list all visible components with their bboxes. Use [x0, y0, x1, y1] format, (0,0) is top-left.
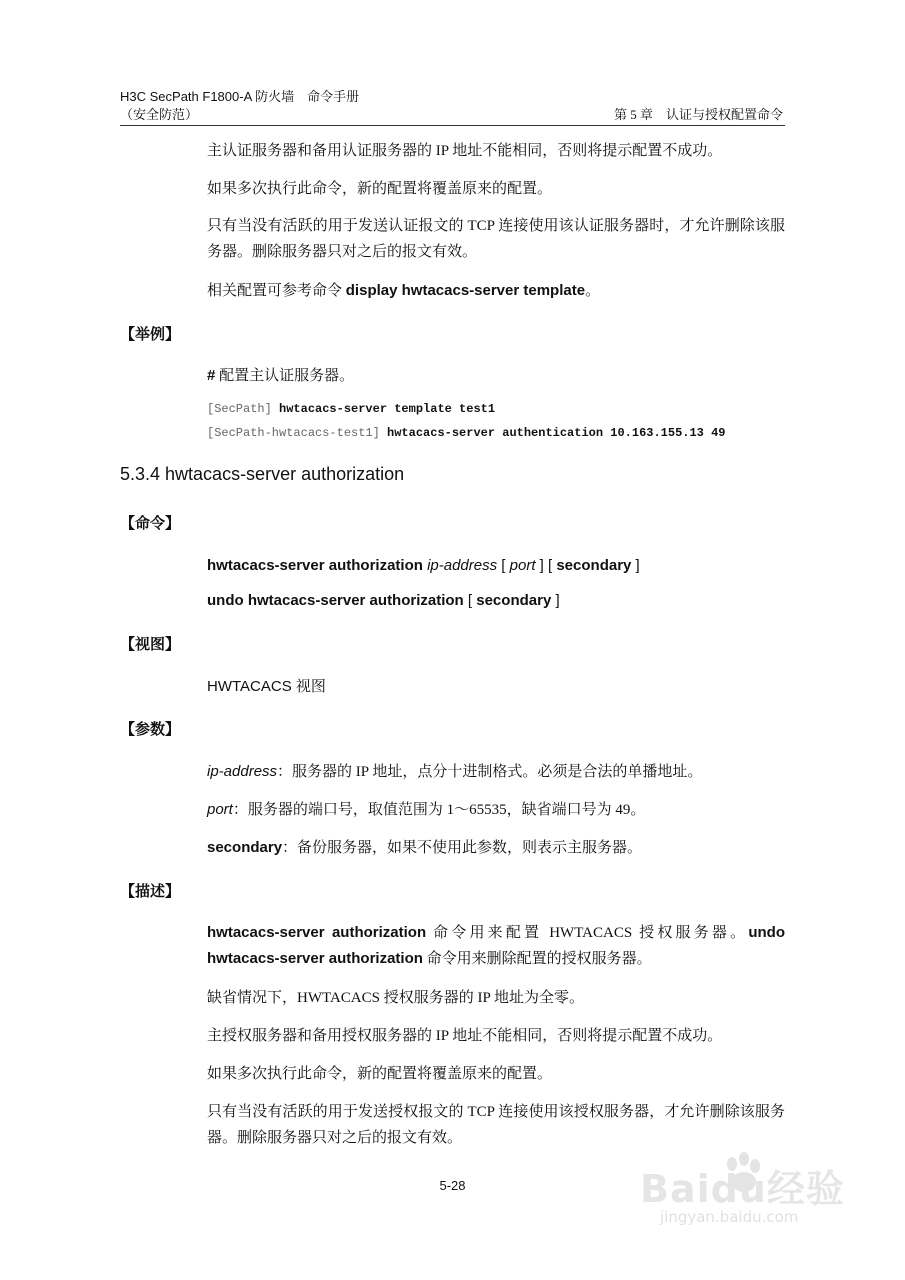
- cmd1-bracket-2: ] [: [535, 557, 557, 574]
- code-command-2: hwtacacs-server authentication 10.163.155.13 49: [387, 426, 726, 440]
- intro-paragraph-3: 只有当没有活跃的用于发送认证报文的 TCP 连接使用该认证服务器时，才允许删除该服务器。删除服务器只对之后的报文有效。: [207, 218, 785, 260]
- cmd1-arg-port: port: [509, 557, 536, 574]
- example-comment: [207, 363, 785, 389]
- example-tag: 【举例】: [120, 327, 181, 343]
- param-desc-ip: ：服务器的 IP 地址，点分十进制格式。必须是合法的单播地址。: [277, 764, 703, 780]
- code-line-1: [207, 401, 495, 417]
- param-name-port: port: [207, 801, 233, 818]
- watermark-logo: Baidu经验: [640, 1167, 845, 1211]
- intro-paragraph-2: 如果多次执行此命令，新的配置将覆盖原来的配置。: [207, 181, 553, 197]
- desc-cmd-undo: undo hwtacacs-server authorization: [207, 924, 785, 967]
- desc-cmd-config: hwtacacs-server authorization: [207, 924, 427, 941]
- description-paragraph-2: 缺省情况下，HWTACACS 授权服务器的 IP 地址为全零。: [207, 990, 585, 1006]
- header-title: H3C SecPath F1800-A 防火墙 命令手册: [120, 89, 360, 104]
- header-divider: [120, 125, 785, 126]
- description-paragraph-5: 只有当没有活跃的用于发送授权报文的 TCP 连接使用该授权服务器，才允许删除该服务器。删除服务器只对之后的报文有效。: [207, 1104, 785, 1146]
- description-paragraph-1: [207, 920, 785, 972]
- param-ip-address: [207, 759, 785, 785]
- cmd2-keyword: undo hwtacacs-server authorization: [207, 592, 464, 609]
- cmd1-arg-ip: ip-address: [427, 557, 498, 574]
- code-command-1: hwtacacs-server template test1: [279, 402, 496, 416]
- cmd1-bracket-3: ]: [631, 557, 640, 574]
- intro-paragraph-1: 主认证服务器和备用认证服务器的 IP 地址不能相同，否则将提示配置不成功。: [207, 143, 723, 159]
- code-prompt-1: [SecPath]: [207, 402, 280, 416]
- desc-text-undo: 命令用来删除配置的授权服务器。: [422, 951, 652, 967]
- command-tag: 【命令】: [120, 516, 181, 532]
- page-header-left: [120, 88, 359, 124]
- header-chapter: 第 5 章 认证与授权配置命令: [613, 107, 783, 122]
- params-tag: 【参数】: [120, 722, 181, 738]
- view-tag: 【视图】: [120, 637, 181, 653]
- desc-text-config: 命令用来配置 HWTACACS 授权服务器。: [426, 925, 749, 941]
- intro-ref-prefix: 相关配置可参考命令: [207, 283, 346, 299]
- header-subtitle: （安全防范）: [120, 107, 199, 122]
- param-name-secondary: secondary: [207, 839, 283, 856]
- watermark-url: jingyan.baidu.com: [660, 1208, 799, 1226]
- intro-ref-command: display hwtacacs-server template: [345, 282, 586, 299]
- code-line-2: [207, 425, 726, 441]
- description-tag: 【描述】: [120, 884, 181, 900]
- cmd1-secondary: secondary: [556, 557, 632, 574]
- param-secondary: [207, 835, 785, 861]
- section-title: 5.3.4 hwtacacs-server authorization: [120, 464, 405, 484]
- cmd1-keyword: hwtacacs-server authorization: [207, 557, 428, 574]
- description-paragraph-4: 如果多次执行此命令，新的配置将覆盖原来的配置。: [207, 1066, 553, 1082]
- command-syntax-1: [207, 553, 785, 579]
- example-hash: #: [207, 367, 216, 384]
- param-port: [207, 797, 785, 823]
- page-number: 5-28: [439, 1178, 466, 1193]
- baidu-watermark: [640, 1148, 860, 1238]
- param-name-ip: ip-address: [207, 763, 278, 780]
- intro-paragraph-4: [207, 278, 785, 304]
- cmd2-bracket-1: [: [463, 592, 477, 609]
- command-syntax-2: [207, 588, 785, 614]
- example-comment-text: 配置主认证服务器。: [215, 368, 355, 384]
- param-desc-port: ：服务器的端口号，取值范围为 1～65535，缺省端口号为 49。: [232, 802, 646, 818]
- cmd2-bracket-2: ]: [551, 592, 560, 609]
- description-paragraph-3: 主授权服务器和备用授权服务器的 IP 地址不能相同，否则将提示配置不成功。: [207, 1028, 723, 1044]
- view-text: HWTACACS 视图: [207, 678, 326, 695]
- code-prompt-2: [SecPath-hwtacacs-test1]: [207, 426, 388, 440]
- cmd2-secondary: secondary: [476, 592, 552, 609]
- intro-ref-suffix: 。: [585, 283, 601, 299]
- cmd1-bracket-1: [: [497, 557, 510, 574]
- param-desc-secondary: ：备份服务器，如果不使用此参数，则表示主服务器。: [282, 840, 643, 856]
